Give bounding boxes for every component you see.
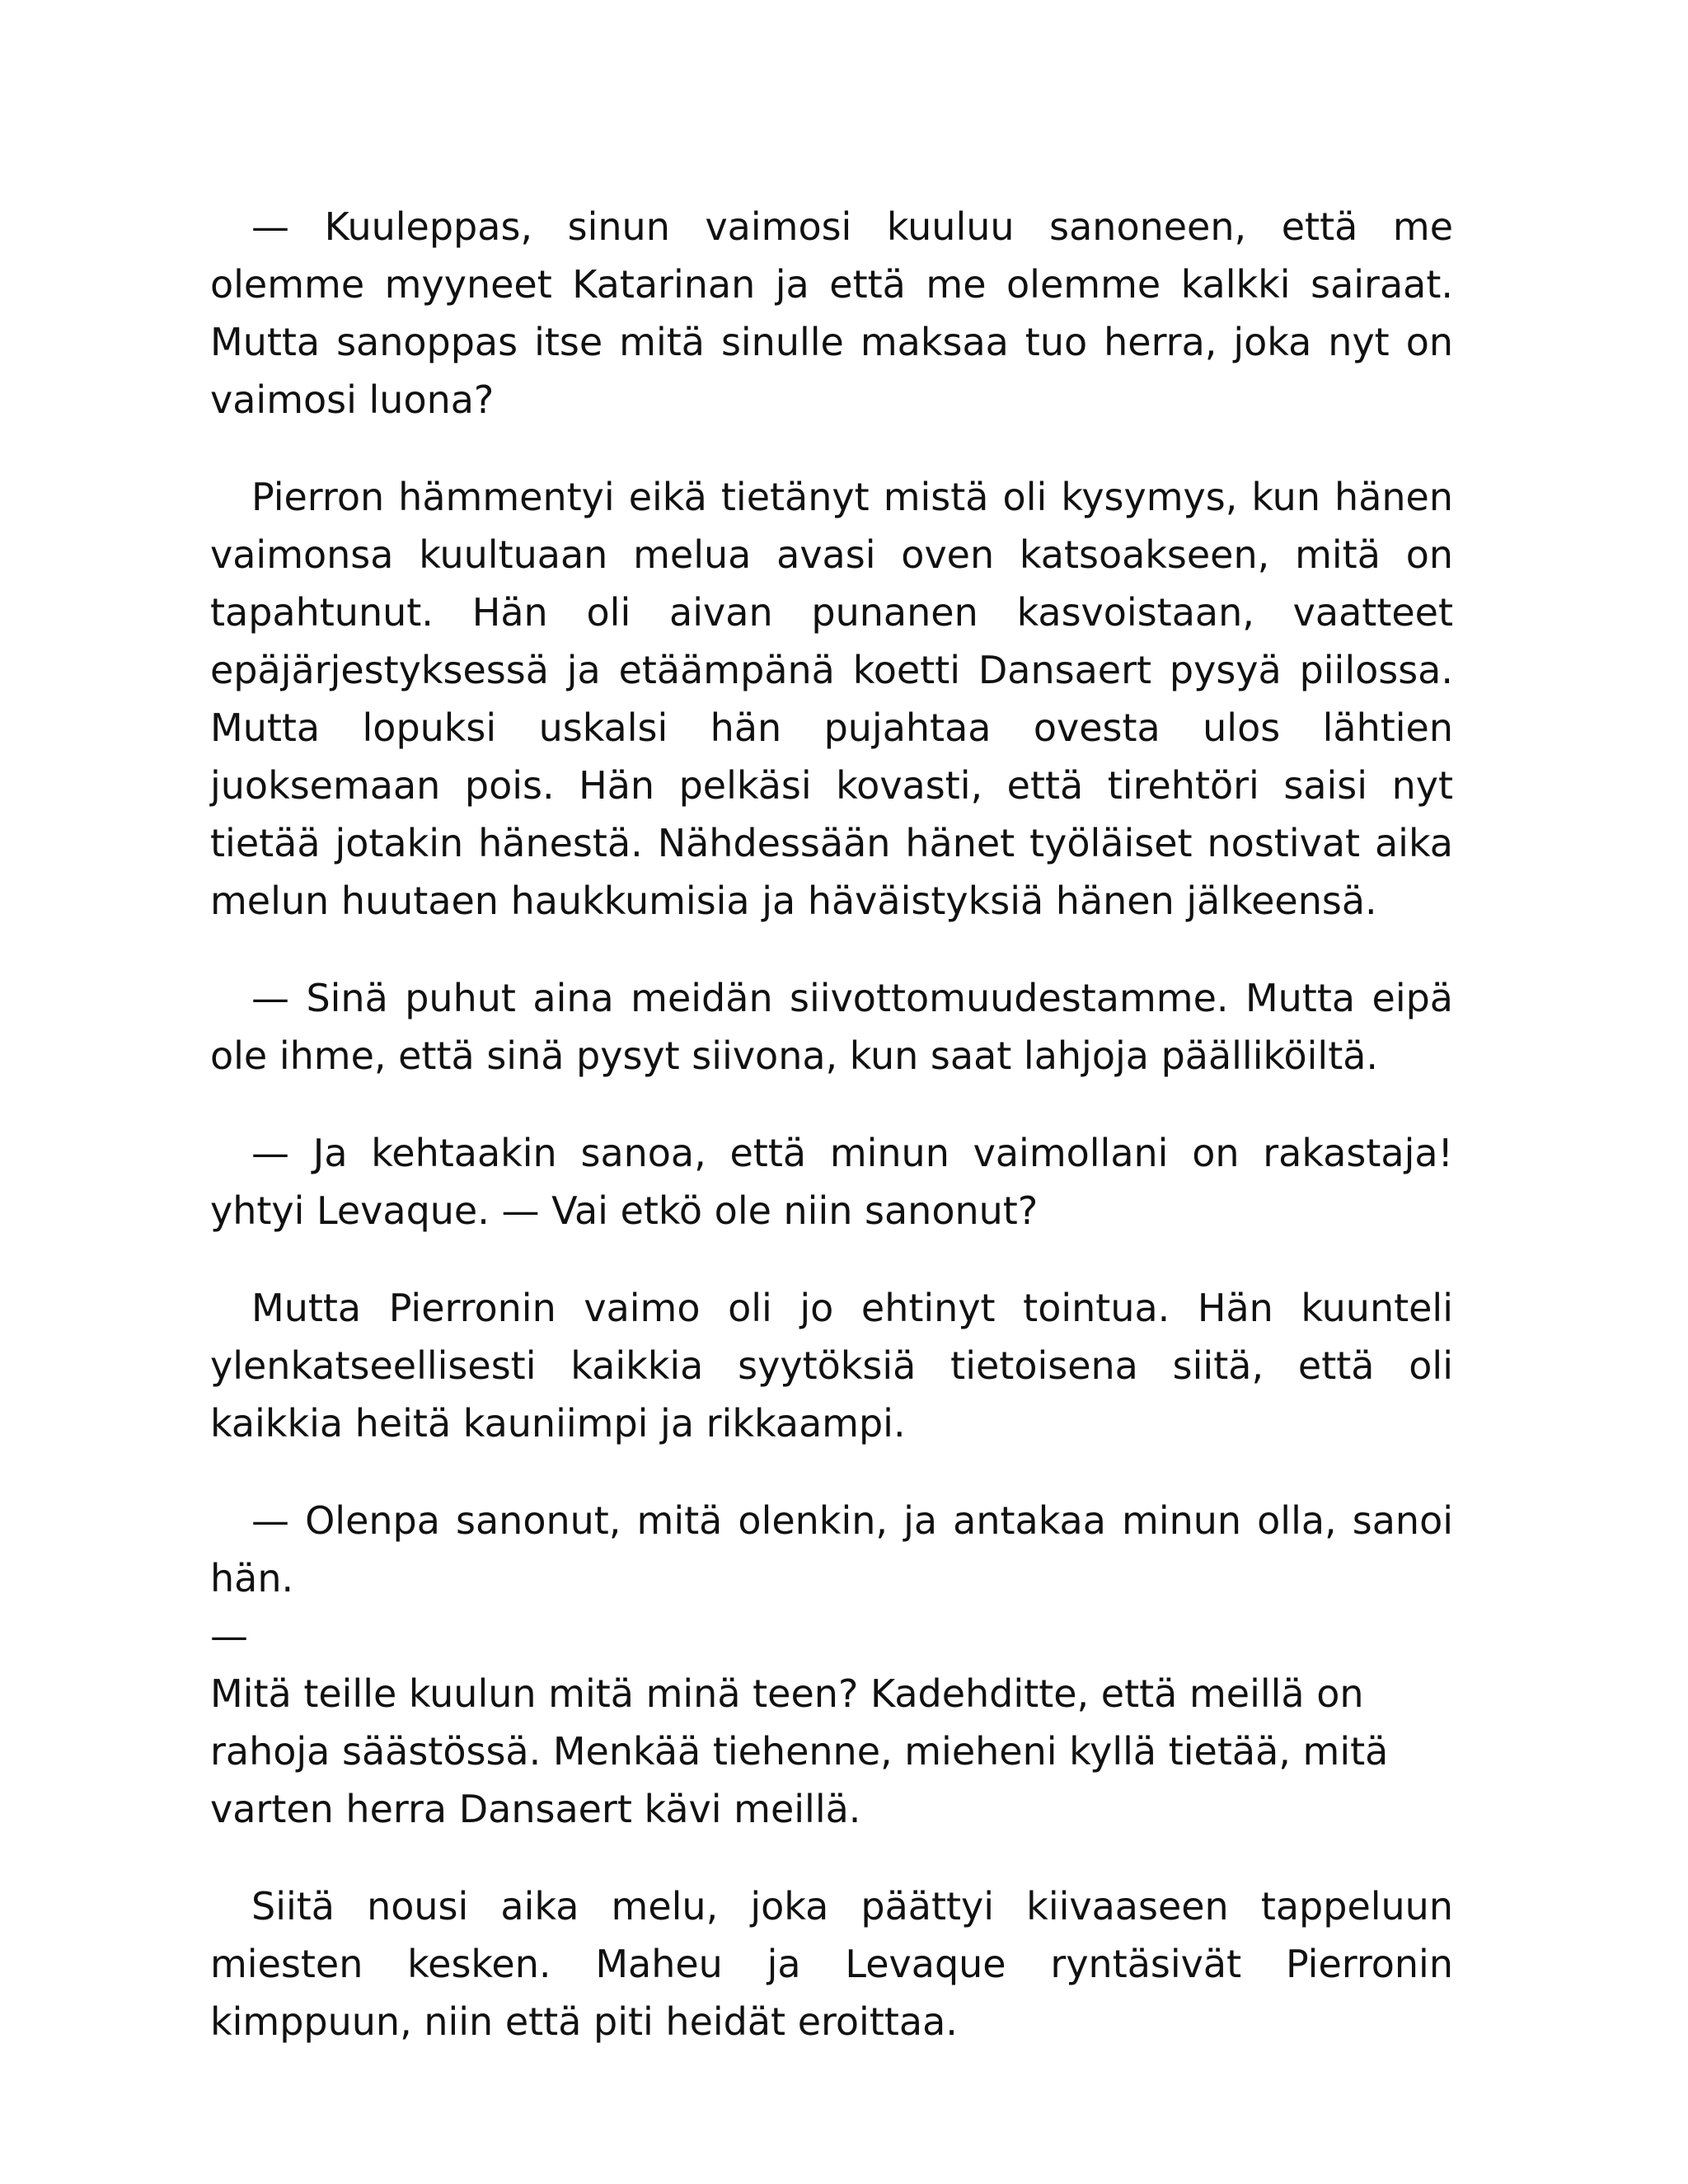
paragraph-6-rest: Mitä teille kuulun mitä minä teen? Kadehditte, että meillä on rahoja säästössä. Menkää tiehenne, mieheni kyllä tietää, mitä varten herra Dansaert kävi meillä. bbox=[210, 1671, 1389, 1831]
paragraph-2: Pierron hämmentyi eikä tietänyt mistä oli kysymys, kun hänen vaimonsa kuultuaan melua avasi oven katsoakseen, mitä on tapahtunut. Hän oli aivan punanen kasvoistaan, vaatteet epäjärjestyksessä ja etäämpänä koetti Dansaert pysyä piilossa. Mutta lopuksi uskalsi hän pujahtaa ovesta ulos lähtien juoksemaan pois. Hän pelkäsi kovasti, että tirehtöri saisi nyt tietää jotakin hänestä. Nähdessään hänet työläiset nostivat aika melun huutaen haukkumisia ja häväistyksiä hänen jälkeensä. bbox=[210, 475, 1453, 923]
document-page bbox=[210, 198, 1453, 2090]
paragraph-7: Siitä nousi aika melu, joka päättyi kiivaaseen tappeluun miesten kesken. Maheu ja Levaque ryntäsivät Pierronin kimppuun, niin että piti heidät eroittaa. bbox=[210, 1884, 1453, 2044]
paragraph-1: — Kuuleppas, sinun vaimosi kuuluu sanoneen, että me olemme myyneet Katarinan ja että me olemme kalkki sairaat. Mutta sanoppas itse mitä sinulle maksaa tuo herra, joka nyt on vaimosi luona? bbox=[210, 204, 1453, 422]
paragraph-6-line-1: — Olenpa sanonut, mitä olenkin, ja antakaa minun olla, sanoi hän. bbox=[210, 1498, 1453, 1601]
paragraph-3: — Sinä puhut aina meidän siivottomuudestamme. Mutta eipä ole ihme, että sinä pysyt siivona, kun saat lahjoja päälliköiltä. bbox=[210, 976, 1453, 1078]
paragraph-6 bbox=[210, 1492, 1453, 1838]
paragraph-5: Mutta Pierronin vaimo oli jo ehtinyt tointua. Hän kuunteli ylenkatseellisesti kaikkia syytöksiä tietoisena siitä, että oli kaikkia heitä kauniimpi ja rikkaampi. bbox=[210, 1286, 1453, 1446]
paragraph-4: — Ja kehtaakin sanoa, että minun vaimollani on rakastaja! yhtyi Levaque. — Vai etkö ole niin sanonut? bbox=[210, 1131, 1453, 1233]
paragraph-6-dash: — bbox=[210, 1614, 248, 1658]
